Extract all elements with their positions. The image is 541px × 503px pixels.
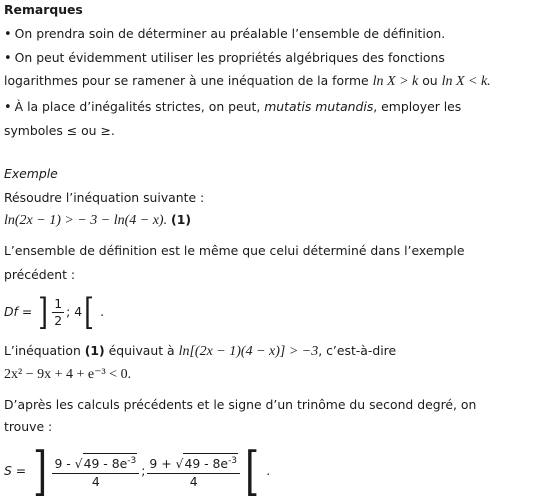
bullet-icon: • [4, 100, 12, 115]
radicand [83, 453, 138, 471]
exponent: -3 [127, 456, 137, 467]
remark-3-italic: mutatis mutandis [264, 99, 374, 114]
example-text-1: L’ensemble de définition est le même que celui déterminé dans l’exemple [4, 243, 465, 258]
example-inequation [4, 212, 535, 229]
lower-bound-denominator: 4 [91, 473, 100, 489]
upper-bound-numerator [147, 453, 240, 473]
equivalence-line [4, 343, 535, 360]
sqrt-icon: √ [175, 456, 184, 472]
df-separator: ; 4 [66, 304, 83, 319]
word-ou: ou [422, 73, 438, 88]
inequation-formula: ln(2x − 1) > − 3 − ln(4 − x). [4, 213, 168, 228]
fraction-numerator: 1 [54, 296, 63, 311]
equiv-text-a: L’inéquation [4, 343, 81, 358]
fraction-one-half [52, 296, 64, 329]
df-label: Df = [4, 304, 33, 319]
equiv-formula: ln[(2x − 1)(4 − x)] > −3 [178, 344, 319, 359]
remark-3-text-a: À la place d’inégalités strictes, on peut, [14, 99, 261, 114]
bullet-icon: • [4, 27, 12, 42]
example-text-2: précédent : [4, 267, 76, 282]
remark-2 [4, 50, 535, 67]
example-text-3: D’après les calculs précédents et le signe d’un trinôme du second degré, on [4, 397, 477, 412]
sqrt-icon: √ [74, 456, 83, 472]
lower-bound-numerator [52, 453, 139, 473]
remark-2-text: On peut évidemment utiliser les propriétés algébriques des fonctions [14, 50, 445, 65]
remark-2-line2 [4, 73, 535, 90]
df-end: . [100, 304, 105, 319]
remark-3-line2: symboles ≤ ou ≥. [4, 123, 115, 138]
bullet-icon: • [4, 51, 12, 66]
exponent: -3 [228, 456, 238, 467]
radicand [183, 453, 238, 471]
formula-ln-greater: ln X > k [372, 74, 419, 89]
remark-3 [4, 99, 535, 116]
remark-1 [4, 26, 535, 43]
remark-1-text: On prendra soin de déterminer au préalable l’ensemble de définition. [14, 26, 446, 41]
quadratic-inequation: 2x² − 9x + 4 + e⁻³ < 0. [4, 367, 132, 382]
right-bracket: [ [84, 291, 95, 333]
example-instruction: Résoudre l’inéquation suivante : [4, 190, 205, 205]
formula-ln-less: ln X < k. [441, 74, 491, 89]
s-separator: ; [141, 463, 146, 478]
left-bracket: ] [38, 291, 49, 333]
equiv-text-b: équivaut à [108, 343, 175, 358]
fraction-lower-bound [52, 453, 139, 489]
equiv-text-c: , c’est-à-dire [318, 343, 397, 358]
example-title: Exemple [4, 166, 58, 181]
example-text-4: trouve : [4, 419, 53, 434]
radicand-text: 49 - 8e [184, 456, 229, 472]
left-bracket: ] [33, 441, 48, 502]
fraction-denominator: 2 [54, 313, 63, 328]
upper-bound-denominator: 4 [189, 473, 198, 489]
domain-definition [4, 292, 535, 332]
lower-bound-prefix: 9 - [54, 456, 75, 472]
radicand-text: 49 - 8e [83, 456, 128, 472]
fraction-upper-bound [147, 453, 240, 489]
equation-label: (1) [171, 212, 191, 227]
s-end: . [266, 463, 271, 478]
s-label: S = [4, 463, 27, 478]
section-heading: Remarques [4, 2, 83, 17]
remark-3-text-c: , employer les [373, 99, 462, 114]
right-bracket: [ [245, 441, 260, 502]
equiv-label: (1) [84, 343, 105, 358]
upper-bound-prefix: 9 + [149, 456, 176, 472]
solution-set [4, 441, 535, 502]
remark-2-line2-text: logarithmes pour se ramener à une inéquation de la forme [4, 73, 369, 88]
